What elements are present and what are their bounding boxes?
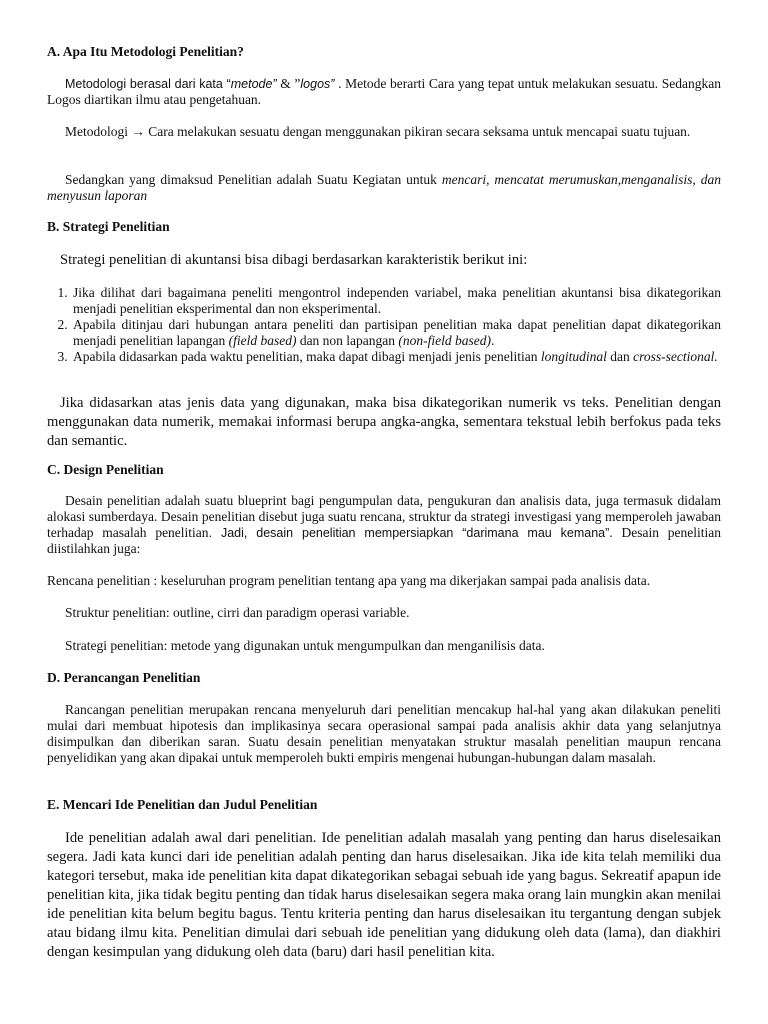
paragraph-rancangan: Rancangan penelitian merupakan rencana menyeluruh dari penelitian mencakup hal-hal yang akan dilakukan peneliti mulai dari membuat hipotesis dan implikasinya secara operasional sampai pada analisis akhir data yang selanjutnya disimpulkan dan diberikan saran. Suatu desain penelitian menyatakan struktur masalah penelitian maupun rencana penyelidikan yang akan dipakai untuk memperoleh bukti empiris mengenai hubungan-hubungan dalam masalah. (47, 702, 721, 765)
heading-section-b: B. Strategi Penelitian (47, 219, 170, 234)
paragraph-strategi: Strategi penelitian: metode yang digunakan untuk mengumpulkan dan menganilisis data. (65, 638, 545, 653)
paragraph-struktur: Struktur penelitian: outline, cirri dan paradigm operasi variable. (65, 605, 410, 620)
paragraph-metodologi-meaning: Metodologi → Cara melakukan sesuatu dengan menggunakan pikiran secara seksama untuk mencapai suatu tujuan. (65, 124, 691, 139)
emphasis-text: longitudinal (540, 349, 607, 364)
heading-section-e: E. Mencari Ide Penelitian dan Judul Penelitian (47, 797, 318, 812)
paragraph-data-type: Jika didasarkan atas jenis data yang digunakan, maka bisa dikategorikan numerik vs teks. Penelitian dengan menggunakan data numerik, memakai informasi berupa angka-angka, sementara tekstual lebih berfokus pada teks dan semantic. (47, 395, 721, 449)
text-run: & ” (276, 76, 301, 91)
text-run: dan non lapangan (296, 333, 399, 348)
list-item: 1. Jika dilihat dari bagaimana peneliti mengontrol independen variabel, maka penelitian akuntansi bisa dikategorikan menjadi penelitian eksperimental dan non eksperimental. (71, 285, 721, 317)
text-run: Sedangkan yang dimaksud Penelitian adalah Suatu Kegiatan untuk (65, 172, 442, 187)
list-item (71, 317, 721, 349)
text-run: . (491, 333, 495, 348)
emphasis-text: (non-field based) (398, 333, 492, 348)
term-logos: logos” (300, 77, 335, 91)
strategi-list (47, 285, 721, 365)
emphasis-text: (field based) (228, 333, 297, 348)
emphasis-text: cross-sectional. (633, 349, 718, 364)
paragraph-strategi-intro: Strategi penelitian di akuntansi bisa dibagi berdasarkan karakteristik berikut ini: (60, 252, 528, 268)
heading-section-a: A. Apa Itu Metodologi Penelitian? (47, 44, 244, 59)
text-run: Apabila ditinjau dari hubungan antara peneliti dan partisipan penelitian maka dapat penelitian dapat dikategorikan menjadi penelitian lapangan (73, 317, 721, 348)
paragraph-rencana: Rencana penelitian : keseluruhan program penelitian tentang apa yang ma dikerjakan sampai pada analisis data. (47, 573, 651, 588)
paragraph-metodologi-definition (47, 76, 721, 108)
text-run: Metodologi berasal dari kata “ (65, 77, 231, 91)
paragraph-ide-penelitian: Ide penelitian adalah awal dari penelitian. Ide penelitian adalah masalah yang penting dan harus diselesaikan segera. Jadi kata kunci dari ide penelitian adalah penting dan harus diselesaikan. Jika ide kita telah memiliki dua kategori tersebut, maka ide penelitian kita dapat dikategorikan sebagai sebuah ide yang bagus. Sekreatif apapun ide penelitian kita, jika tidak begitu penting dan tidak harus diselesaikan segera maka orang lain mungkin akan menilai ide penelitian kita belum begitu bagus. Tentu kriteria penting dan harus diselesaikan itu tergantung dengan subjek atau bidang ilmu kita. Penelitian dimulai dari sebuah ide penelitian yang didukung oleh data (lama), dan diakhiri dengan kesimpulan yang didukung oleh data (baru) dari hasil penelitian kita. (47, 830, 721, 960)
heading-section-d: D. Perancangan Penelitian (47, 670, 201, 685)
text-run: . Desain penelitian diistilahkan juga: (47, 525, 722, 556)
text-run: . Metode berarti Cara yang tepat untuk melakukan sesuatu. Sedangkan Logos diartikan ilmu atau pengetahuan. (47, 76, 721, 107)
list-item (71, 349, 721, 365)
term-metode: metode” (230, 77, 277, 91)
text-run: dan (606, 349, 634, 364)
text-run: . Jadi, desain penelitian mempersiapkan “darimana mau kemana” (208, 526, 610, 540)
paragraph-penelitian-meaning (47, 172, 721, 204)
paragraph-desain-definition (47, 493, 721, 557)
emphasis-text: mencari, mencatat merumuskan,menganalisis, dan menyusun laporan (47, 172, 721, 203)
heading-section-c: C. Design Penelitian (47, 462, 164, 477)
text-run: Desain penelitian adalah suatu blueprint bagi pengumpulan data, pengukuran dan analisis data, juga termasuk didalam alokasi sumberdaya. Desain penelitian disebut juga suatu rencana, struktur da strategi investigasi yang memperoleh jawaban terhadap masalah penelitian (47, 493, 721, 540)
text-run: Apabila didasarkan pada waktu penelitian, maka dapat dibagi menjadi jenis penelitian (73, 349, 541, 364)
